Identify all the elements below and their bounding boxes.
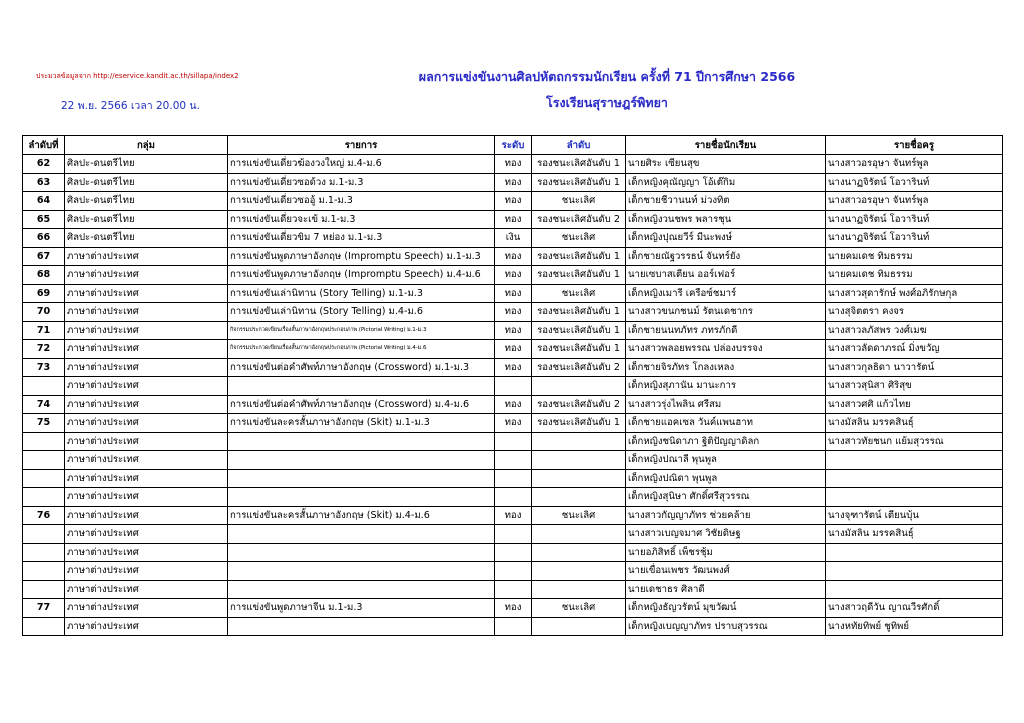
cell-group: ภาษาต่างประเทศ [65,377,228,396]
table-row [23,525,1003,544]
cell-student: เด็กชายนนทภัทร ภทรภักดี [626,321,826,340]
cell-event [228,451,495,470]
cell-rank [532,469,626,488]
cell-student: นายเดชาธร ศิลาดี [626,580,826,599]
cell-group: ศิลปะ-ดนตรีไทย [65,229,228,248]
table-row [23,580,1003,599]
cell-level [495,432,532,451]
cell-student: นางสาวเบญจมาศ วิชัยดิษฐ [626,525,826,544]
cell-rank: รองชนะเลิศอันดับ 1 [532,266,626,285]
cell-teacher [826,451,1003,470]
cell-event: กิจกรรมประกวดเขียนเรื่องสั้นภาษาอังกฤษประกอบภาพ (Pictorial Writing) ม.4-ม.6 [228,340,495,359]
cell-rank: รองชนะเลิศอันดับ 2 [532,358,626,377]
cell-teacher: นางสาวอรอุษา จันทร์พูล [826,192,1003,211]
cell-group: ภาษาต่างประเทศ [65,432,228,451]
cell-level: ทอง [495,303,532,322]
cell-rank: รองชนะเลิศอันดับ 1 [532,340,626,359]
cell-no: 75 [23,414,65,433]
table-row [23,247,1003,266]
col-header-student: รายชื่อนักเรียน [626,136,826,155]
cell-rank: ชนะเลิศ [532,229,626,248]
cell-student: นายเซบาสเตียน ออร์เฟอร์ [626,266,826,285]
cell-no: 73 [23,358,65,377]
cell-group: ภาษาต่างประเทศ [65,599,228,618]
date-note: 22 พ.ย. 2566 เวลา 20.00 น. [61,100,200,112]
cell-group: ภาษาต่างประเทศ [65,266,228,285]
cell-student: เด็กหญิงเบญญาภัทร ปราบสุวรรณ [626,617,826,636]
cell-rank: รองชนะเลิศอันดับ 1 [532,247,626,266]
cell-teacher: นางมัสลิน มรรคสินธุ์ [826,525,1003,544]
cell-level: ทอง [495,414,532,433]
cell-student: เด็กหญิงสุนิษา ศักดิ์ศรีสุวรรณ [626,488,826,507]
cell-level: ทอง [495,284,532,303]
cell-group: ศิลปะ-ดนตรีไทย [65,173,228,192]
table-row [23,303,1003,322]
cell-level [495,617,532,636]
cell-group: ภาษาต่างประเทศ [65,469,228,488]
cell-student: นายศิระ เซียนสุข [626,155,826,174]
table-row [23,321,1003,340]
cell-group: ภาษาต่างประเทศ [65,451,228,470]
results-table [22,135,1003,636]
cell-teacher: นายคมเดช ทิมธรรม [826,247,1003,266]
cell-teacher: นางจุฑารัตน์ เตียนบุ้น [826,506,1003,525]
cell-rank: รองชนะเลิศอันดับ 1 [532,303,626,322]
table-row [23,155,1003,174]
table-row [23,173,1003,192]
table-row [23,266,1003,285]
col-header-event: รายการ [228,136,495,155]
cell-event: การแข่งขันเดี่ยวจะเข้ ม.1-ม.3 [228,210,495,229]
cell-student: เด็กชายจิรภัทร โกลงเหลง [626,358,826,377]
cell-group: ภาษาต่างประเทศ [65,617,228,636]
cell-teacher [826,488,1003,507]
cell-event: การแข่งขันเดี่ยวฆ้องวงใหญ่ ม.4-ม.6 [228,155,495,174]
cell-event: การแข่งขันเดี่ยวซออู้ ม.1-ม.3 [228,192,495,211]
col-header-no: ลำดับที่ [23,136,65,155]
cell-student: เด็กหญิงชนิดาภา ฐิติปัญญาดิลก [626,432,826,451]
cell-teacher: นางสาวฤดีวัน ญาณวีรศักดิ์ [826,599,1003,618]
cell-rank: รองชนะเลิศอันดับ 1 [532,321,626,340]
table-row [23,414,1003,433]
cell-student: เด็กหญิงธัญวรัตน์ มุขวัฒน์ [626,599,826,618]
table-body [23,155,1003,636]
cell-rank: ชนะเลิศ [532,599,626,618]
table-row [23,469,1003,488]
cell-group: ภาษาต่างประเทศ [65,488,228,507]
table-row [23,377,1003,396]
cell-student: เด็กชายณัฐวรรธน์ จันทร์ยัง [626,247,826,266]
cell-rank [532,617,626,636]
cell-no: 65 [23,210,65,229]
cell-no [23,432,65,451]
cell-event [228,617,495,636]
table-row [23,340,1003,359]
cell-group: ภาษาต่างประเทศ [65,247,228,266]
cell-student: เด็กหญิงปณิดา พุนพูล [626,469,826,488]
cell-student: นางสาวพลอยพรรณ ปล่องบรรจง [626,340,826,359]
table-row [23,432,1003,451]
cell-no: 74 [23,395,65,414]
cell-level: ทอง [495,340,532,359]
table-row [23,284,1003,303]
cell-level [495,488,532,507]
cell-level: เงิน [495,229,532,248]
cell-student: นายเขื่อนเพชร วัฒนพงศ์ [626,562,826,581]
cell-rank [532,488,626,507]
table-row [23,488,1003,507]
cell-event: การแข่งขันละครสั้นภาษาอังกฤษ (Skit) ม.4-ม.6 [228,506,495,525]
cell-level [495,580,532,599]
cell-no [23,469,65,488]
cell-event: การแข่งขันเล่านิทาน (Story Telling) ม.1-ม.3 [228,284,495,303]
cell-group: ภาษาต่างประเทศ [65,506,228,525]
cell-rank: รองชนะเลิศอันดับ 1 [532,414,626,433]
cell-rank: รองชนะเลิศอันดับ 2 [532,395,626,414]
cell-level: ทอง [495,599,532,618]
cell-group: ศิลปะ-ดนตรีไทย [65,192,228,211]
cell-rank [532,562,626,581]
cell-event: กิจกรรมประกวดเขียนเรื่องสั้นภาษาอังกฤษประกอบภาพ (Pictorial Writing) ม.1-ม.3 [228,321,495,340]
cell-level [495,377,532,396]
cell-teacher: นางสุจิตตรา คงจร [826,303,1003,322]
cell-rank [532,377,626,396]
table-row [23,210,1003,229]
cell-student: เด็กชายแอคเซล วันค์แพนฮาท [626,414,826,433]
cell-no: 67 [23,247,65,266]
cell-no: 69 [23,284,65,303]
cell-no: 64 [23,192,65,211]
cell-group: ภาษาต่างประเทศ [65,303,228,322]
cell-group: ภาษาต่างประเทศ [65,321,228,340]
cell-no [23,617,65,636]
cell-rank: รองชนะเลิศอันดับ 1 [532,155,626,174]
table-row [23,395,1003,414]
cell-student: เด็กหญิงปณาลี พุนพูล [626,451,826,470]
cell-student: นางสาวกัญญาภัทร ช่วยคล้าย [626,506,826,525]
col-header-group: กลุ่ม [65,136,228,155]
cell-rank [532,580,626,599]
cell-teacher: นางหทัยทิพย์ ชูทิพย์ [826,617,1003,636]
cell-level [495,543,532,562]
cell-level [495,451,532,470]
cell-student: เด็กหญิงเมารี เครือซ์ชมาร์ [626,284,826,303]
cell-no: 77 [23,599,65,618]
table-row [23,617,1003,636]
cell-level: ทอง [495,321,532,340]
cell-event [228,525,495,544]
cell-event [228,469,495,488]
cell-student: นางสาวขนกชนม์ รัตนเดชากร [626,303,826,322]
cell-teacher: นางสาวลภัสพร วงศ์เมฆ [826,321,1003,340]
cell-rank: ชนะเลิศ [532,192,626,211]
cell-event: การแข่งขันเดี่ยวซอด้วง ม.1-ม.3 [228,173,495,192]
cell-level: ทอง [495,247,532,266]
cell-group: ภาษาต่างประเทศ [65,414,228,433]
cell-rank [532,525,626,544]
cell-student: เด็กชายชีวานนท์ ม่วงทิต [626,192,826,211]
cell-teacher: นางสาวทัยชนก แย้มสุวรรณ [826,432,1003,451]
cell-event [228,562,495,581]
cell-no: 66 [23,229,65,248]
cell-no: 71 [23,321,65,340]
cell-level [495,525,532,544]
cell-teacher: นางนาฏจิรัตน์ โอวารินท์ [826,229,1003,248]
cell-level: ทอง [495,173,532,192]
cell-level: ทอง [495,266,532,285]
cell-student: เด็กหญิงปุณยวีร์ มีนะพงษ์ [626,229,826,248]
col-header-teacher: รายชื่อครู [826,136,1003,155]
cell-teacher [826,543,1003,562]
cell-teacher: นางสาวสุนิสา ศิริสุข [826,377,1003,396]
cell-teacher [826,580,1003,599]
table-row [23,192,1003,211]
cell-event [228,580,495,599]
table-header-row [23,136,1003,155]
cell-event [228,432,495,451]
cell-group: ศิลปะ-ดนตรีไทย [65,155,228,174]
cell-group: ภาษาต่างประเทศ [65,358,228,377]
cell-group: ภาษาต่างประเทศ [65,395,228,414]
cell-teacher: นายคมเดช ทิมธรรม [826,266,1003,285]
cell-teacher [826,469,1003,488]
cell-rank [532,543,626,562]
cell-group: ภาษาต่างประเทศ [65,284,228,303]
cell-no [23,525,65,544]
cell-no [23,580,65,599]
cell-level: ทอง [495,395,532,414]
page-title: ผลการแข่งขันงานศิลปหัตถกรรมนักเรียน ครั้งที่ 71 ปีการศึกษา 2566 [418,69,796,84]
cell-level: ทอง [495,210,532,229]
cell-event: การแข่งขันพูดภาษาจีน ม.1-ม.3 [228,599,495,618]
cell-no: 63 [23,173,65,192]
cell-group: ภาษาต่างประเทศ [65,543,228,562]
cell-event: การแข่งขันเล่านิทาน (Story Telling) ม.4-ม.6 [228,303,495,322]
cell-level: ทอง [495,506,532,525]
table-row [23,562,1003,581]
cell-event: การแข่งขันต่อคำศัพท์ภาษาอังกฤษ (Crossword) ม.4-ม.6 [228,395,495,414]
cell-teacher: นางมัสลิน มรรคสินธุ์ [826,414,1003,433]
cell-group: ภาษาต่างประเทศ [65,340,228,359]
cell-event [228,488,495,507]
cell-level: ทอง [495,155,532,174]
cell-teacher: นางสาวศศิ แก้วไทย [826,395,1003,414]
school-name: โรงเรียนสุราษฎร์พิทยา [546,95,668,110]
cell-event: การแข่งขันต่อคำศัพท์ภาษาอังกฤษ (Crossword) ม.1-ม.3 [228,358,495,377]
col-header-level: ระดับ [495,136,532,155]
cell-level [495,469,532,488]
cell-no: 62 [23,155,65,174]
table-row [23,229,1003,248]
table-row [23,543,1003,562]
cell-student: นางสาวรุ่งไพลิน ศรีสม [626,395,826,414]
cell-teacher: นางสาวลัดดาภรณ์ มิ่งขวัญ [826,340,1003,359]
cell-no: 76 [23,506,65,525]
cell-group: ศิลปะ-ดนตรีไทย [65,210,228,229]
table-row [23,358,1003,377]
cell-student: เด็กหญิงสุภานัน มานะการ [626,377,826,396]
cell-teacher: นางสาวอรอุษา จันทร์พูล [826,155,1003,174]
cell-no [23,488,65,507]
cell-level: ทอง [495,192,532,211]
cell-teacher: นางสาวสุดารักษ์ พงศ์อภิรักษกุล [826,284,1003,303]
table-row [23,506,1003,525]
cell-event: การแข่งขันพูดภาษาอังกฤษ (Impromptu Speech) ม.4-ม.6 [228,266,495,285]
col-header-rank: ลำดับ [532,136,626,155]
cell-no: 68 [23,266,65,285]
cell-no: 70 [23,303,65,322]
cell-group: ภาษาต่างประเทศ [65,525,228,544]
table-row [23,599,1003,618]
cell-event: การแข่งขันเดี่ยวขิม 7 หย่อง ม.1-ม.3 [228,229,495,248]
cell-event: การแข่งขันละครสั้นภาษาอังกฤษ (Skit) ม.1-ม.3 [228,414,495,433]
cell-student: เด็กหญิงคุณัญญา โอ้เต๊กิม [626,173,826,192]
cell-student: นายอภิสิทธิ์ เพ็ชรชุ้ม [626,543,826,562]
cell-no [23,451,65,470]
cell-no: 72 [23,340,65,359]
cell-teacher: นางนาฏจิรัตน์ โอวารินท์ [826,173,1003,192]
cell-no [23,543,65,562]
cell-student: เด็กหญิงวนชพร พลารชุน [626,210,826,229]
cell-rank: ชนะเลิศ [532,506,626,525]
cell-no [23,562,65,581]
cell-teacher: นางสาวกุลธิดา นาวารัตน์ [826,358,1003,377]
cell-teacher [826,562,1003,581]
cell-no [23,377,65,396]
cell-level: ทอง [495,358,532,377]
cell-rank [532,451,626,470]
cell-event: การแข่งขันพูดภาษาอังกฤษ (Impromptu Speech) ม.1-ม.3 [228,247,495,266]
table-row [23,451,1003,470]
cell-teacher: นางนาฏจิรัตน์ โอวารินท์ [826,210,1003,229]
cell-group: ภาษาต่างประเทศ [65,562,228,581]
cell-rank: รองชนะเลิศอันดับ 2 [532,210,626,229]
cell-rank [532,432,626,451]
cell-rank: ชนะเลิศ [532,284,626,303]
cell-group: ภาษาต่างประเทศ [65,580,228,599]
source-note: ประมวลข้อมูลจาก http://eservice.kandit.ac.th/sillapa/index2 [36,72,239,80]
cell-event [228,543,495,562]
cell-event [228,377,495,396]
cell-level [495,562,532,581]
cell-rank: รองชนะเลิศอันดับ 1 [532,173,626,192]
